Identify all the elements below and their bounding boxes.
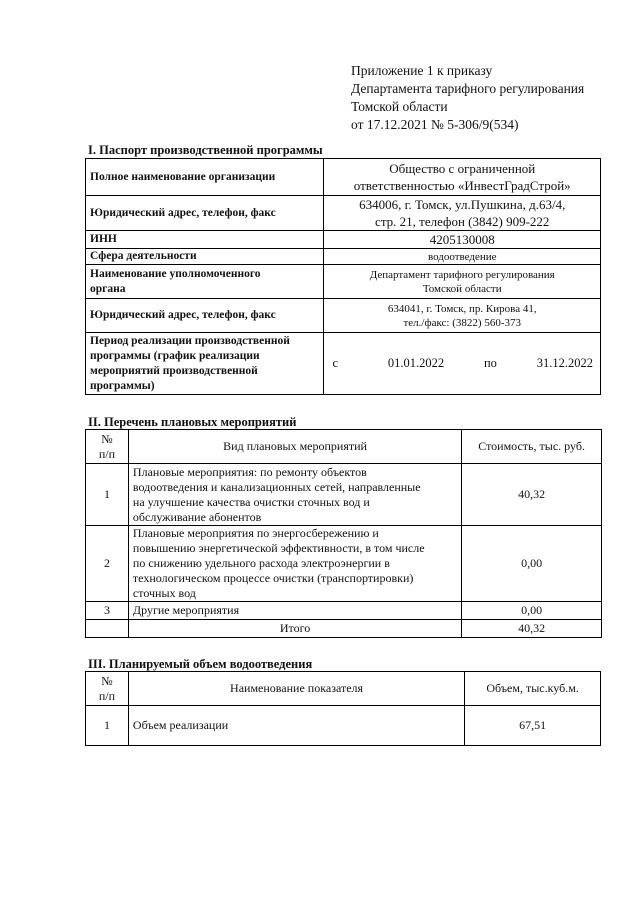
header-num-line: №	[101, 673, 113, 688]
table-row	[86, 299, 601, 333]
appendix-line: Приложение 1 к приказу	[351, 63, 493, 78]
row-cost: 40,32	[462, 464, 602, 526]
value-line: стр. 21, телефон (3842) 909-222	[375, 214, 550, 229]
row-value	[324, 159, 601, 196]
appendix-header	[351, 62, 584, 134]
period-from-date: 01.01.2022	[387, 356, 445, 370]
row-text: Другие мероприятия	[128, 602, 461, 620]
text-line: по снижению удельного расхода электроэнергии в	[132, 556, 390, 570]
row-label	[86, 265, 324, 299]
table-header-row	[86, 672, 601, 706]
header-volume: Объем, тыс.куб.м.	[465, 672, 601, 706]
text-line: Плановые мероприятия по энергосбережению и	[132, 526, 379, 540]
row-text	[128, 464, 461, 526]
label-line: Период реализации производственной	[90, 334, 290, 347]
table-row	[86, 602, 602, 620]
label-line: мероприятий производственной	[90, 364, 258, 377]
section1-title: I. Паспорт производственной программы	[88, 143, 323, 157]
table-row	[86, 265, 601, 299]
period-to-date: 31.12.2022	[536, 356, 593, 370]
text-line: технологическом процессе очистки (транспортировки)	[132, 571, 414, 585]
row-label: Полное наименование организации	[86, 159, 324, 196]
label-line: органа	[90, 282, 126, 295]
header-num-line: п/п	[98, 446, 116, 461]
row-value	[324, 265, 601, 299]
text-line: обслуживание абонентов	[132, 509, 262, 524]
row-num: 3	[86, 602, 129, 620]
text-line: повышению энергетической эффективности, в том числе	[132, 541, 425, 555]
total-cost: 40,32	[462, 620, 602, 638]
header-name: Наименование показателя	[128, 672, 464, 706]
header-num	[86, 430, 129, 464]
row-value: водоотведение	[324, 249, 601, 265]
row-num: 2	[86, 526, 129, 602]
row-volume: 67,51	[465, 706, 601, 746]
row-label: Юридический адрес, телефон, факс	[86, 196, 324, 231]
row-label	[86, 333, 324, 395]
passport-table	[85, 158, 601, 395]
row-text	[128, 526, 461, 602]
header-name: Вид плановых мероприятий	[128, 430, 461, 464]
appendix-line: Департамента тарифного регулирования	[351, 81, 585, 96]
text-line: Плановые мероприятия: по ремонту объектов	[132, 464, 367, 479]
total-label: Итого	[128, 620, 461, 638]
table-header-row	[86, 430, 602, 464]
text-line: сточных вод	[132, 586, 196, 600]
appendix-line: Томской области	[351, 99, 448, 114]
section2-title: II. Перечень плановых мероприятий	[88, 415, 297, 429]
row-label: ИНН	[86, 231, 324, 249]
value-line: тел./факс: (3822) 560-373	[403, 316, 521, 329]
header-num-line: п/п	[98, 688, 116, 703]
value-line: Департамент тарифного регулирования	[369, 268, 555, 281]
row-value: 4205130008	[324, 231, 601, 249]
period-to-word: по	[483, 356, 497, 370]
header-num	[86, 672, 129, 706]
label-line: Наименование уполномоченного	[90, 267, 261, 280]
value-line: ответственностью «ИнвестГрадСтрой»	[353, 178, 571, 193]
table-row	[86, 159, 601, 196]
table-row	[86, 196, 601, 231]
value-line: 634041, г. Томск, пр. Кирова 41,	[387, 302, 537, 315]
table-row	[86, 249, 601, 265]
section3-title: III. Планируемый объем водоотведения	[88, 657, 313, 671]
table-row	[86, 333, 601, 395]
row-num: 1	[86, 464, 129, 526]
header-num-line: №	[101, 431, 113, 446]
row-cost: 0,00	[462, 602, 602, 620]
total-empty-cell	[86, 620, 129, 638]
appendix-line: от 17.12.2021 № 5-306/9(534)	[351, 117, 519, 132]
row-value	[324, 299, 601, 333]
value-line: 634006, г. Томск, ул.Пушкина, д.63/4,	[359, 197, 566, 212]
text-line: на улучшение качества очистки сточных вод и	[132, 494, 370, 509]
header-cost: Стоимость, тыс. руб.	[462, 430, 602, 464]
value-line: Общество с ограниченной	[389, 161, 536, 176]
table-row	[86, 706, 601, 746]
row-label: Сфера деятельности	[86, 249, 324, 265]
row-label: Юридический адрес, телефон, факс	[86, 299, 324, 333]
table-row	[86, 526, 602, 602]
table-row	[86, 464, 602, 526]
value-line: Томской области	[422, 282, 502, 295]
volume-table	[85, 671, 601, 746]
measures-table	[85, 429, 602, 638]
total-row	[86, 620, 602, 638]
period-from-word: с	[332, 356, 339, 370]
label-line: программы (график реализации	[90, 349, 260, 362]
table-row	[86, 231, 601, 249]
row-num: 1	[86, 706, 129, 746]
label-line: программы)	[90, 379, 155, 392]
row-value	[324, 196, 601, 231]
period-cell	[324, 333, 601, 395]
row-cost: 0,00	[462, 526, 602, 602]
text-line: водоотведения и канализационных сетей, направленные	[132, 479, 421, 494]
row-name: Объем реализации	[128, 706, 464, 746]
